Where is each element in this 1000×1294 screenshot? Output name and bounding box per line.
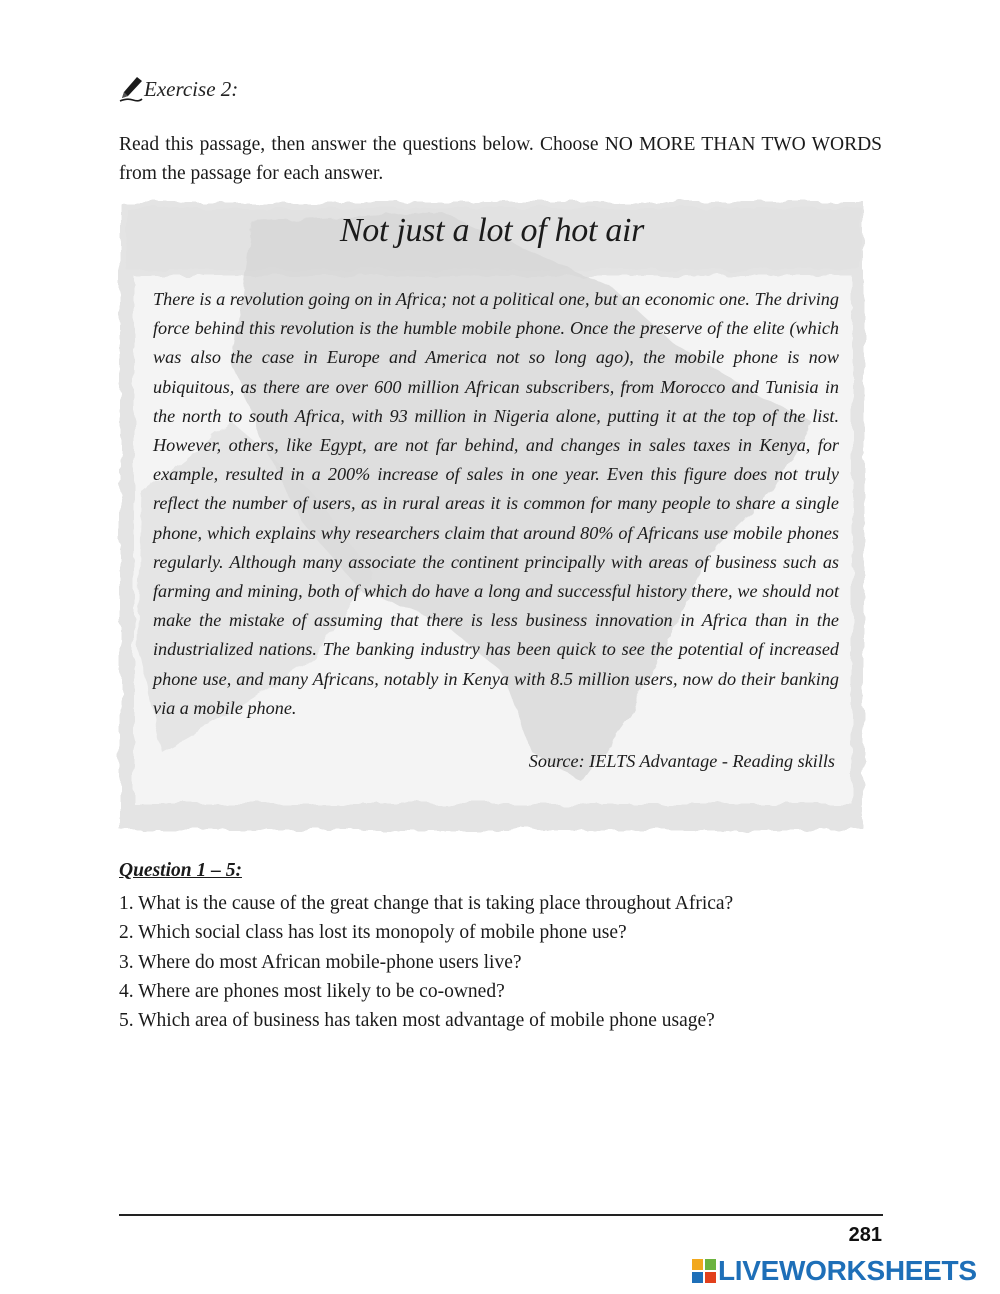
exercise-heading [119, 76, 238, 102]
page-number: 281 [848, 1224, 882, 1246]
exercise-title: Exercise 2: [144, 76, 239, 101]
brand-watermark[interactable] [691, 1255, 977, 1287]
question-item: 3. Where do most African mobile-phone users live? [119, 951, 522, 973]
passage-box [112, 192, 872, 840]
brand-name: LIVEWORKSHEETS [718, 1255, 977, 1286]
question-item: 4. Where are phones most likely to be co-owned? [119, 980, 505, 1002]
liveworksheets-logo-icon [691, 1257, 717, 1285]
question-item: 2. Which social class has lost its monopoly of mobile phone use? [119, 922, 627, 944]
pen-icon [119, 76, 143, 102]
instructions: Read this passage, then answer the questions below. Choose NO MORE THAN TWO WORDS from the passage for each answer. [119, 134, 882, 184]
question-item: 5. Which area of business has taken most advantage of mobile phone usage? [119, 1010, 715, 1032]
questions-heading: Question 1 – 5: [119, 860, 242, 881]
footer-divider [119, 1214, 883, 1216]
passage-source: Source: IELTS Advantage - Reading skills [528, 751, 835, 771]
question-list [119, 889, 733, 1035]
passage-title: Not just a lot of hot air [339, 212, 645, 249]
question-item: 1. What is the cause of the great change that is taking place throughout Africa? [119, 893, 734, 914]
passage-body: There is a revolution going on in Africa; not a political one, but an economic one. The driving force behind this revolution is the humble mobile phone. Once the preserve of the elite (which was also the case in Europe and America not so long ago), the mobile phone is now ubiquitous, as there are over 600 million African subscribers, from Morocco and Tunisia in the north to south Africa, with 93 million in Nigeria alone, putting it at the top of the list. However, others, like Egypt, are not far behind, and changes in sales taxes in Kenya, for example, resulted in a 200% increase of sales in one year. Even this figure does not truly reflect the number of users, as in rural areas it is common for many people to share a single phone, which explains why researchers claim that around 80% of Africans use mobile phones regularly. Although many associate the continent principally with areas of business such as farming and mining, both of which do have a long and successful history there, we should not make the mistake of assuming that there is less business innovation in Africa than in the industrialized nations. The banking industry has been quick to see the potential of increased phone use, and many Africans, notably in Kenya with 8.5 million users, now do their banking via a mobile phone. [153, 289, 839, 718]
